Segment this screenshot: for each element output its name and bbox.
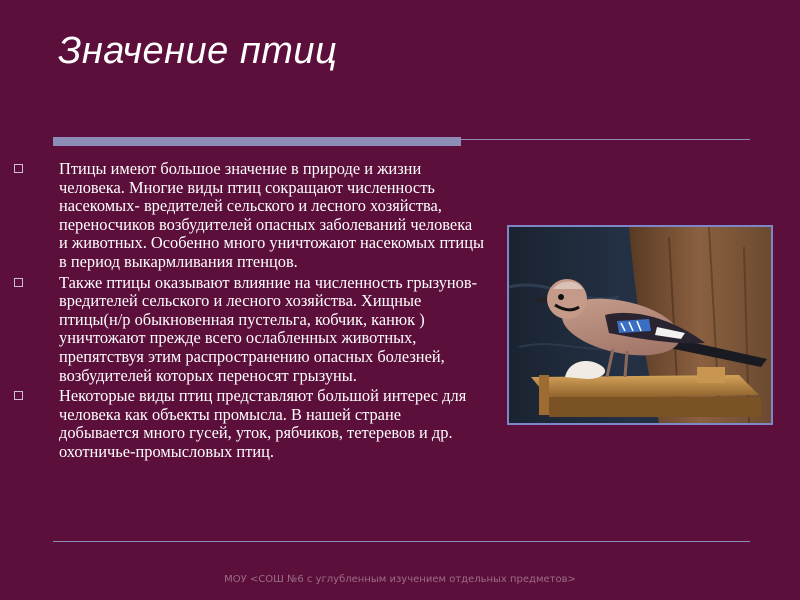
bullet-item	[14, 387, 484, 461]
slide-footer: МОУ <СОШ №6 с углубленным изучением отдельных предметов>	[224, 574, 576, 585]
slide-title: Значение птиц	[58, 30, 338, 72]
bullet-text: Также птицы оказывают влияние на численность грызунов- вредителей сельского и лесного хозяйства. Хищные птицы(н/р обыкновенная пустельга, кобчик, канюк ) уничтожают прежде всего ослабленных животных, препятствуя этим распространению опасных болезней, возбудителей которых переносят грызуны.	[59, 272, 478, 385]
jay-bird-illustration	[509, 227, 771, 423]
jay-bird-photo	[507, 225, 773, 425]
bullet-text: Птицы имеют большое значение в природе и жизни человека. Многие виды птиц сокращают численность насекомых- вредителей сельского и лесного хозяйства, переносчиков возбудителей опасных заболеваний человека и животных. Особенно много уничтожают насекомых птицы в период выкармливания птенцов.	[59, 159, 484, 271]
bullet-item	[14, 274, 484, 386]
square-bullet-icon	[14, 164, 23, 173]
bullet-list	[14, 160, 484, 464]
bullet-text: Некоторые виды птиц представляют большой интерес для человека как объекты промысла. В нашей стране добывается много гусей, уток, рябчиков, тетеревов и др. охотничье-промысловых птиц.	[59, 386, 467, 461]
bottom-rule	[53, 541, 750, 542]
title-underline-thick	[53, 137, 461, 146]
square-bullet-icon	[14, 391, 23, 400]
title-underline-thin	[461, 139, 750, 140]
square-bullet-icon	[14, 278, 23, 287]
bullet-item	[14, 160, 484, 272]
